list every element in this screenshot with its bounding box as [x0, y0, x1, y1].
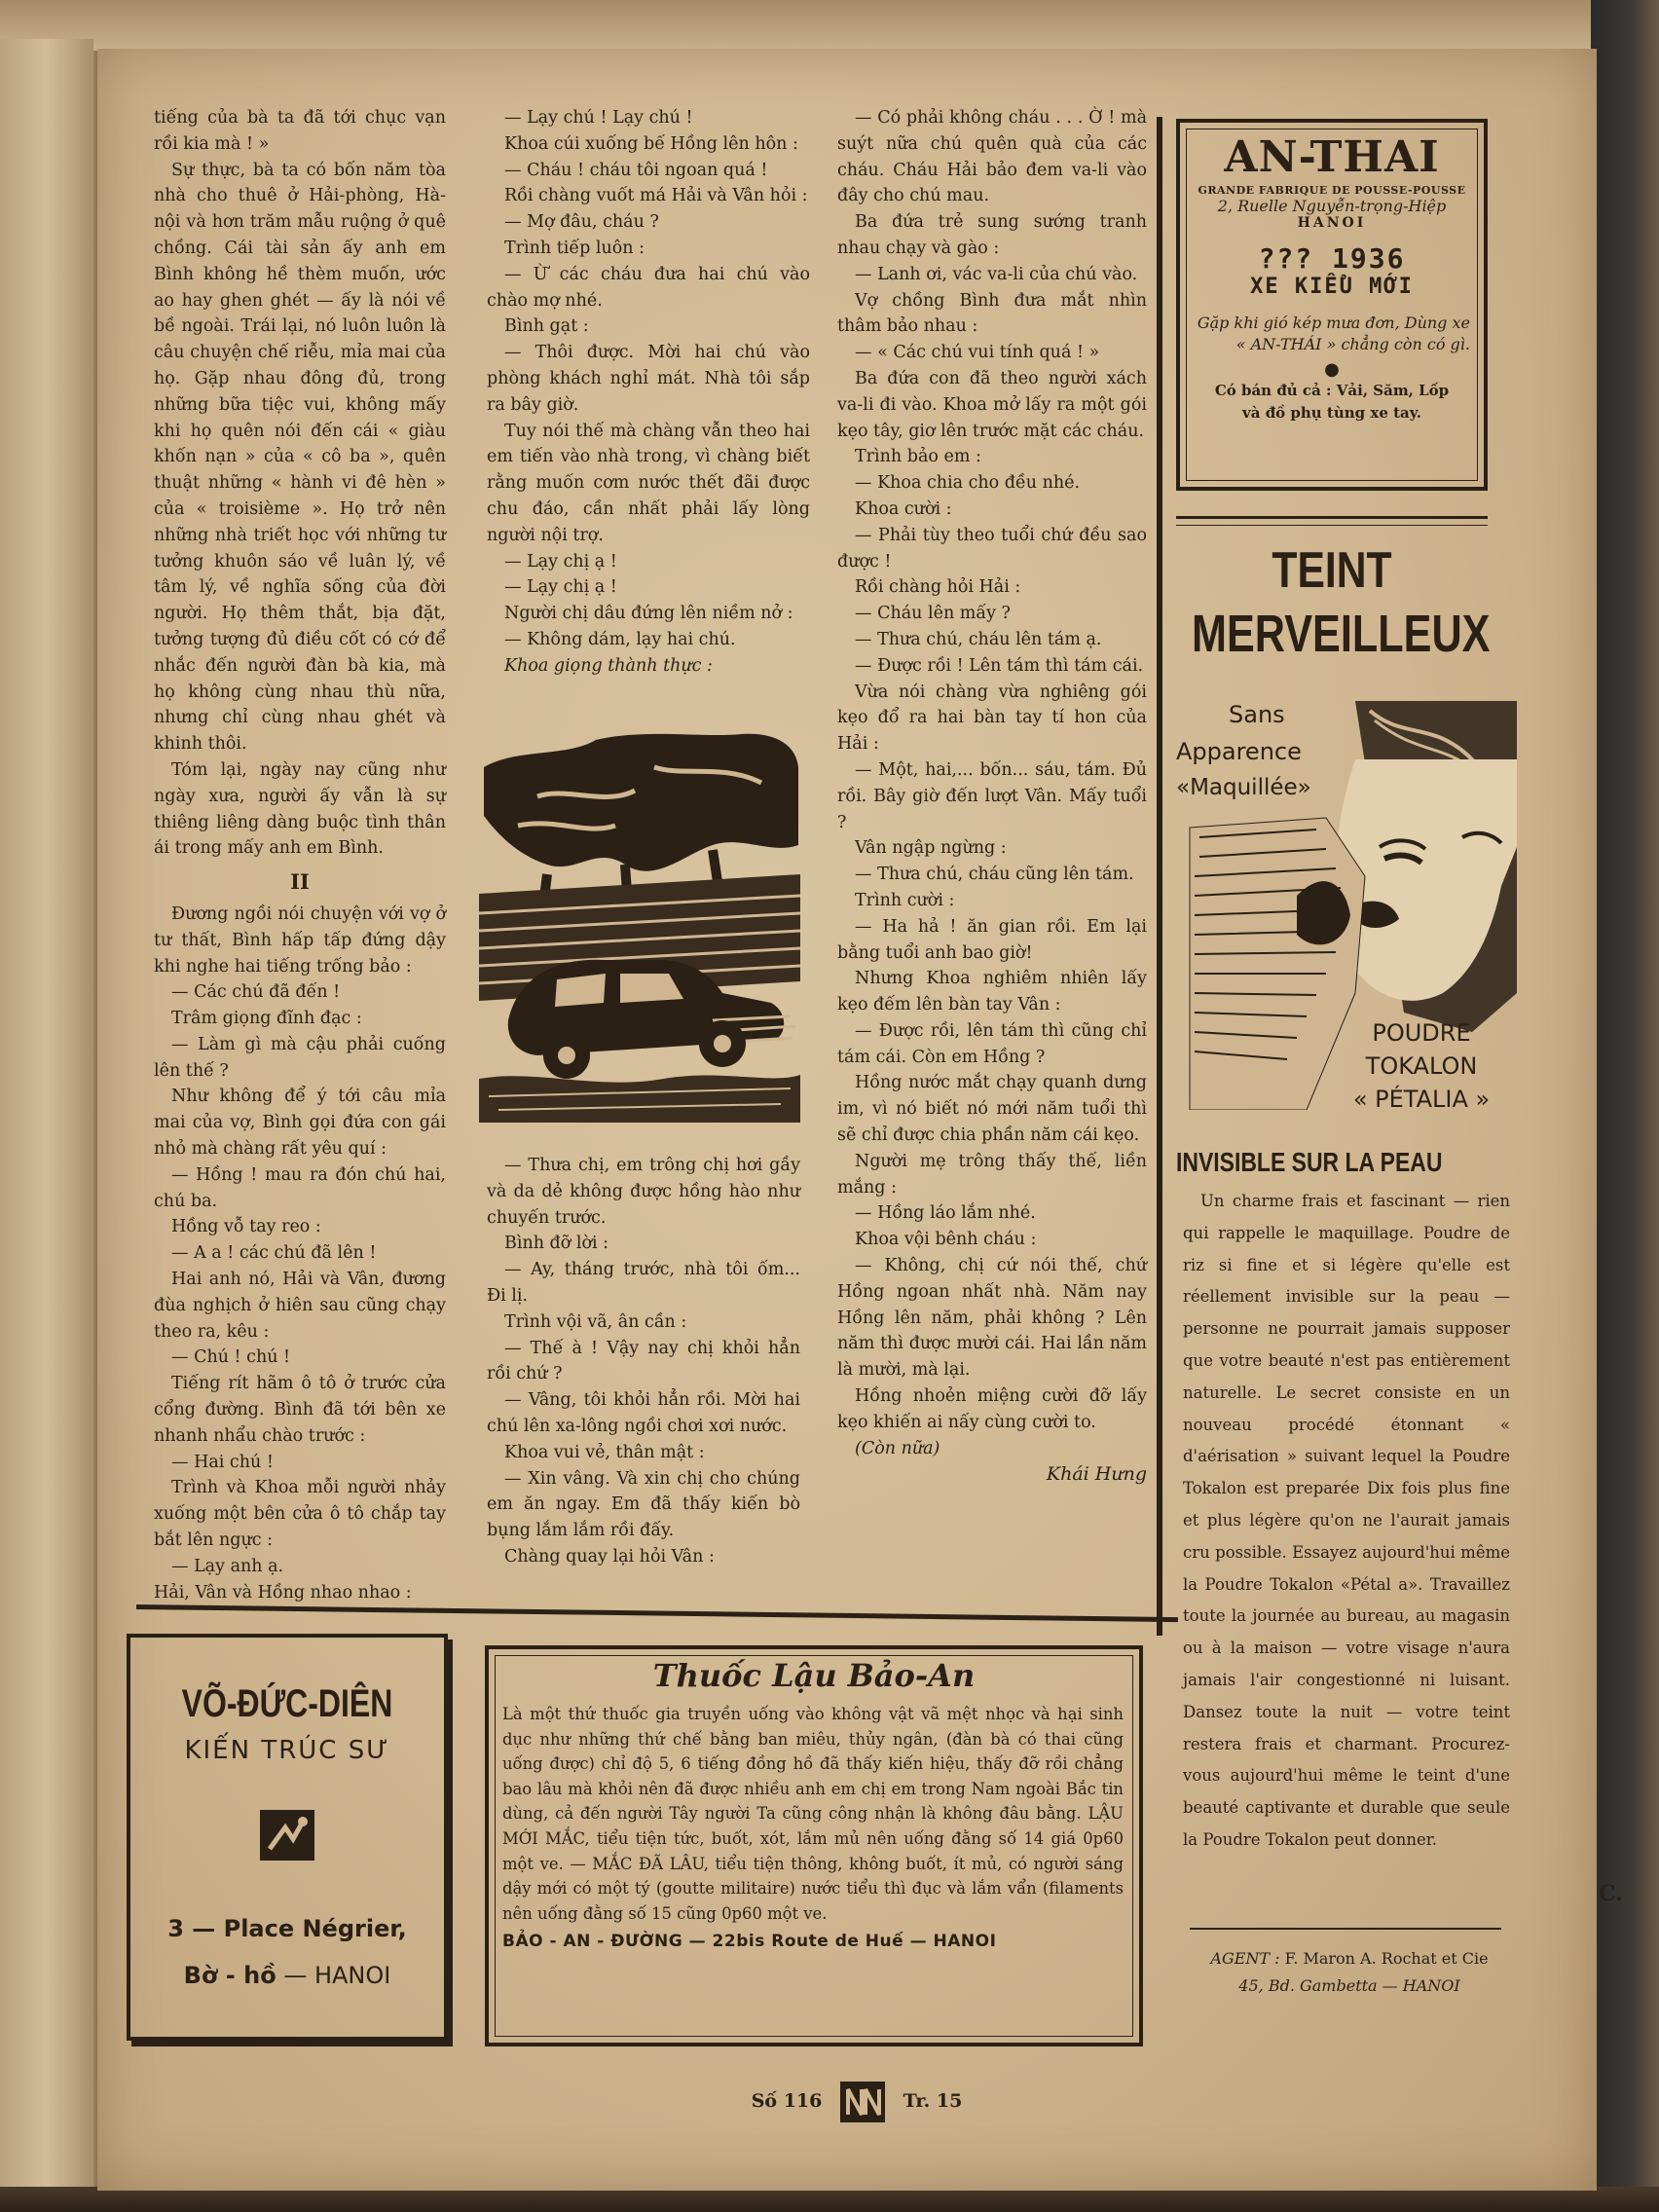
ad-subtitle: GRANDE FABRIQUE DE POUSSE-POUSSE	[1198, 184, 1466, 197]
paragraph: Trâm giọng đĩnh đạc :	[171, 1009, 362, 1029]
ad-inner-border	[495, 1655, 1133, 2037]
paragraph: — A a ! các chú đã lên !	[171, 1243, 377, 1264]
ad-an-thai	[1176, 119, 1488, 491]
ad-copy: «Maquillée»	[1176, 775, 1311, 800]
ad-copy: Sans	[1229, 701, 1285, 728]
architect-logo-icon	[260, 1810, 314, 1861]
paragraph: Trình vội vã, ân cần :	[504, 1311, 687, 1332]
ad-headline: MERVEILLEUX	[1192, 605, 1491, 663]
paragraph: Vừa nói chàng vừa nghiêng gói kẹo đổ ra hai bàn tay tí hon của Hải :	[837, 682, 1147, 755]
paragraph: Tóm lại, ngày nay cũng như ngày xưa, người ấy vẫn là sự thiêng liêng dàng buộc tình thân ái trong mấy anh em Bình.	[154, 759, 446, 859]
ad-name: VÕ-ĐỨC-DIÊN	[181, 1682, 393, 1725]
paragraph: Rồi chàng vuốt má Hải và Vân hỏi :	[504, 186, 808, 206]
ad-address	[130, 1962, 444, 1989]
paragraph: Sự thực, bà ta có bốn năm tòa nhà cho thuê ở Hải-phòng, Hà-nội và hơn trăm mẫu ruộng ở quê chồng. Cái tài sản ấy anh em Bình không hề thèm muốn, ước ao hay ghen ghét — ấy là nói về bề ngoài. Trái lại, nó luôn luôn là câu chuyện chế riễu, mỉa mai của họ. Gặp nhau đông đủ, trong những bữa tiệc vui, không mấy khi họ quên nói đến cái « giàu khốn nạn » của « cô ba », quên thuật những « hành vi đê hèn » của « troisième ». Họ trở nên những nhà triết học với những tư tưởng khuôn sáo về luân lý, về tâm lý, về nghĩa sống của đời người. Họ thêm thắt, bịa đặt, tưởng tượng đủ điều cốt có cớ để nhắc đến người đàn bà kia, mà họ không cùng nhau thù nữa, nhưng chỉ cùng nhau ghét và khinh thôi.	[154, 160, 446, 755]
product-name	[1334, 1016, 1509, 1116]
ad-bao-an	[485, 1645, 1143, 2046]
paragraph: — Khoa chia cho đều nhé.	[855, 473, 1081, 494]
paragraph: Như không để ý tới câu mỉa mai của vợ, Bình gọi đứa con gái nhỏ mà chàng rất yêu quí :	[154, 1087, 446, 1160]
paragraph: Khoa giọng thành thực :	[504, 655, 713, 676]
paragraph: — Lạy chú ! Lạy chú !	[504, 108, 693, 128]
ad-address-part: — HANOI	[283, 1962, 391, 1989]
paragraph: — Chú ! chú !	[171, 1347, 291, 1368]
page-number: Tr. 15	[903, 2090, 963, 2112]
paragraph: — Vâng, tôi khỏi hẳn rồi. Mời hai chú lên xa-lông ngồi chơi xơi nước.	[487, 1390, 800, 1436]
newspaper-logo-icon	[840, 2082, 885, 2122]
paragraph: Khoa vui vẻ, thân mật :	[504, 1442, 705, 1462]
paragraph: Hồng nhoẻn miệng cười đỡ lấy kẹo khiến ai nấy cùng cười to.	[837, 1386, 1147, 1432]
paragraph: Vân ngập ngừng :	[855, 838, 1007, 859]
paragraph: — Được rồi ! Lên tám thì tám cái.	[855, 655, 1144, 676]
paragraph: — Phải tùy theo tuổi chứ đều sao được !	[837, 525, 1147, 571]
paragraph: tiếng của bà ta đã tới chục vạn rồi kia mà ! »	[154, 108, 446, 154]
paragraph: — Thôi được. Mời hai chú vào phòng khách nghỉ mát. Nhà tôi sắp ra bây giờ.	[487, 343, 810, 415]
paragraph: — Cháu ! cháu tôi ngoan quá !	[504, 160, 768, 180]
paragraph: Hồng vỗ tay reo :	[171, 1217, 321, 1237]
article-column-2	[487, 105, 810, 680]
paragraph: Vợ chồng Bình đưa mắt nhìn thâm bảo nhau :	[837, 290, 1147, 337]
paragraph: Người chị dâu đứng lên niềm nở :	[504, 604, 793, 624]
product-line: POUDRE	[1372, 1019, 1471, 1047]
paragraph: — Xin vâng. Và xin chị cho chúng em ăn ngay. Em đã thấy kiến bò bụng lắm lắm rồi đấy.	[487, 1468, 800, 1541]
paragraph: — Lanh ơi, vác va-li của chú vào.	[855, 264, 1138, 284]
paragraph: Tiếng rít hãm ô tô ở trước cửa cổng đường. Bình đã tới bên xe nhanh nhẩu chào trước :	[154, 1374, 446, 1446]
ad-body-text	[1183, 1186, 1510, 1857]
paragraph: Khoa vội bênh cháu :	[855, 1230, 1037, 1250]
page-top-edge	[0, 0, 1659, 51]
ad-paragraph: Un charme frais et fascinant — rien qui rappelle le maquillage. Poudre de riz si fine et si légère qu'elle est réellement invisible sur la peau — personne ne pourrait jamais supposer que votre beauté n'est pas entièrement naturelle. Le secret consiste en un nouveau procédé étonnant « d'aérisation » suivant lequel la Poudre Tokalon est preparée Dix fois plus fine et plus légère qu'on ne l'aurait jamais cru possible. Essayez aujourd'hui même la Poudre Tokalon «Pétal a». Travaillez toute la journée au bureau, au magasin ou à la maison — votre visage n'aura jamais l'air congestionné ni luisant. Dansez toute la nuit — votre teint restera frais et charmant. Procurez-vous aujourd'hui même le teint d'une beauté captivante et durable que seule la Poudre Tokalon peut donner.	[1183, 1192, 1510, 1849]
ad-sale-text: và đồ phụ tùng xe tay.	[1242, 404, 1421, 422]
article-column-2-lower	[487, 1153, 800, 1570]
paragraph: — « Các chú vui tính quá ! »	[855, 343, 1100, 363]
ad-title: Thuốc Lậu Bảo-An	[652, 1657, 976, 1694]
paragraph: — Thế à ! Vậy nay chị khỏi hẳn rồi chứ ?	[487, 1338, 800, 1384]
paragraph: Khoa cúi xuống bế Hồng lên hôn :	[504, 133, 798, 154]
paragraph: Hải, Vân và Hồng nhao nhao :	[154, 1582, 412, 1603]
paragraph: — Thưa chị, em trông chị hơi gầy và da dẻ không được hồng hào như chuyến trước.	[487, 1156, 800, 1228]
column-divider	[1157, 117, 1162, 1636]
paragraph: Ba đứa trẻ sung sướng tranh nhau chạy và gào :	[837, 212, 1147, 258]
paragraph: Tuy nói thế mà chàng vẫn theo hai em tiến vào nhà trong, vì chàng biết rằng muốn cơm nước thết đãi được chu đáo, cần nhất phải lấy lòng người nội trợ.	[487, 421, 810, 545]
ad-agent	[1186, 1945, 1513, 2000]
ad-city: HANOI	[1297, 215, 1367, 231]
left-page-edge	[0, 39, 93, 2212]
ad-sale-text: Có bán đủ cả : Vải, Săm, Lốp	[1214, 382, 1450, 399]
product-line: « PÉTALIA »	[1352, 1086, 1491, 1113]
agent-address: 45, Bd. Gambetta — HANOI	[1238, 1976, 1460, 1995]
paragraph: — Lạy chị ạ !	[504, 551, 617, 571]
ad-headline: TEINT	[1272, 542, 1392, 599]
ad-title: AN-THAI	[1224, 132, 1440, 182]
paragraph: — Ừ các cháu đưa hai chú vào chào mợ nhé.	[487, 264, 810, 311]
paragraph: — Lạy anh ạ.	[171, 1556, 284, 1576]
agent-name: F. Maron A. Rochat et Cie	[1284, 1949, 1489, 1968]
paragraph: Bình gạt :	[504, 316, 589, 337]
ad-body: Là một thứ thuốc gia truyền uống vào không vật vã mệt nhọc và hại sinh dục như những thứ chế bằng ban miêu, thủy ngân, (đàn bà có thai cũng uống được) chỉ độ 5, 6 tiếng đồng hồ đã thấy kiến hiệu, thấy đỡ rồi chẳng bao lâu mà khỏi nên đã được nhiều anh em chị em trong Nam ngoài Bắc tin dùng, cả đến người Tây người Ta cũng công nhận là không đâu bằng. LẬU MỚI MẮC, tiểu tiện tức, buốt, xót, lắm mủ nên uống đằng số 14 giá 0p60 một ve. — MẮC ĐÃ LÂU, tiểu tiện thông, không buốt, ít mủ, có người sáng dậy mới có một tý (goutte militaire) nước tiểu thì đục và lắm vẩn (filaments nên uống đằng số 15 cũng 0p60 một ve.	[502, 1705, 1124, 1923]
ad-address: 3 — Place Négrier,	[167, 1915, 407, 1942]
paragraph: — Hai chú !	[171, 1452, 274, 1472]
paragraph: Khoa cười :	[855, 498, 952, 519]
paragraph: — Cháu lên mấy ?	[855, 604, 1011, 624]
paragraph: — Làm gì mà cậu phải cuống lên thế ?	[154, 1034, 446, 1081]
woodcut-car-illustration	[479, 728, 800, 1123]
paragraph: — Một, hai,... bốn... sáu, tám. Đủ rồi. Bây giờ đến lượt Vân. Mấy tuổi ?	[837, 759, 1147, 832]
ad-year: ??? 1936	[1258, 242, 1406, 275]
paragraph: — Các chú đã đến !	[171, 982, 341, 1003]
paragraph: — Hồng ! mau ra đón chú hai, chú ba.	[154, 1164, 446, 1211]
agent-label: AGENT :	[1210, 1949, 1280, 1968]
paragraph: Chàng quay lại hỏi Vân :	[504, 1546, 715, 1567]
adjacent-page-fragment: C.	[1599, 1881, 1623, 1906]
paragraph: — Không, chị cứ nói thế, chứ Hồng ngoan nhất nhà. Năm nay Hồng lên năm, phải không ? Lên năm thì được mười cái. Hai lần năm là mười, mà lại.	[837, 1256, 1147, 1381]
paragraph: — Lạy chị ạ !	[504, 577, 617, 598]
ad-divider	[1190, 1928, 1501, 1930]
paragraph: Trình cười :	[855, 890, 955, 910]
paragraph: — Không dám, lạy hai chú.	[504, 629, 736, 649]
paragraph: — Mợ đâu, cháu ?	[504, 212, 659, 233]
paragraph: Hồng nước mắt chạy quanh dưng im, vì nó biết nó mới năm tuổi thì sẽ chỉ được chia phần năm cái kẹo.	[837, 1073, 1147, 1146]
ad-subheadline: INVISIBLE SUR LA PEAU	[1176, 1147, 1443, 1177]
ad-footer: BẢO - AN - ĐƯỜNG — 22bis Route de Huế — HANOI	[502, 1932, 997, 1952]
paragraph: Người mẹ trông thấy thế, liền mắng :	[837, 1151, 1147, 1198]
paragraph: Trình tiếp luôn :	[504, 238, 645, 258]
ad-architect	[127, 1634, 448, 2041]
paragraph: — Ha hả ! ăn gian rồi. Em lại bằng tuổi anh bao giờ!	[837, 916, 1147, 963]
paragraph: Đương ngồi nói chuyện với vợ ở tư thất, Bình hấp tấp đứng dậy khi nghe hai tiếng trống bảo :	[154, 903, 446, 977]
paragraph: Nhưng Khoa nghiêm nhiên lấy kẹo đếm lên bàn tay Vân :	[837, 969, 1147, 1015]
paragraph: Hai anh nó, Hải và Vân, đương đùa nghịch ở hiên sau cũng chạy theo ra, kêu :	[154, 1270, 446, 1342]
page-folio	[730, 2082, 983, 2122]
ad-model: XE KIỂU MỚI	[1250, 275, 1414, 299]
paragraph: Trình bảo em :	[855, 447, 981, 467]
paragraph: Rồi chàng hỏi Hải :	[855, 577, 1021, 598]
ad-address-part: Bờ - hồ	[183, 1962, 276, 1989]
article-column-1	[154, 105, 446, 1605]
ad-copy: Apparence	[1176, 738, 1302, 765]
paragraph: Trình và Khoa mỗi người nhảy xuống một bên cửa ô tô chắp tay bắt lên ngực :	[154, 1478, 446, 1551]
paragraph: — Được rồi, lên tám thì cũng chỉ tám cái. Còn em Hồng ?	[837, 1020, 1147, 1067]
continued-note: (Còn nữa)	[855, 1438, 940, 1458]
section-numeral: II	[290, 869, 310, 895]
paragraph: — Thưa chú, cháu lên tám ạ.	[855, 629, 1102, 649]
ad-divider	[1176, 516, 1488, 526]
issue-number: Số 116	[751, 2090, 823, 2112]
paragraph: Bình đỡ lời :	[504, 1234, 609, 1254]
bullet-icon: ●	[1324, 359, 1340, 380]
paragraph: — Có phải không cháu . . . Ờ ! mà suýt nữa chú quên quà của các cháu. Cháu Hải bảo đem va-li vào đây cho chú mau.	[837, 108, 1147, 206]
paragraph: Ba đứa con đã theo người xách va-li đi vào. Khoa mở lấy ra một gói kẹo tây, giơ lên trước mặt các cháu.	[837, 368, 1147, 441]
ad-inner-border	[1186, 129, 1478, 481]
ad-address: 2, Ruelle Nguyễn-trọng-Hiệp	[1217, 197, 1447, 215]
product-line: TOKALON	[1365, 1052, 1478, 1080]
paragraph: — Ay, tháng trước, nhà tôi ốm... Đi lị.	[487, 1260, 800, 1306]
paragraph: — Hồng láo lắm nhé.	[855, 1203, 1036, 1224]
author-byline: Khái Hưng	[1046, 1463, 1147, 1486]
ad-role: KIẾN TRÚC SƯ	[184, 1736, 390, 1765]
article-column-3	[837, 105, 1147, 1488]
paragraph: — Thưa chú, cháu cũng lên tám.	[855, 865, 1134, 885]
ad-slogan: Gặp khi gió kép mưa đơn, Dùng xe « AN-THÁI » chẳng còn có gì.	[1197, 313, 1470, 353]
